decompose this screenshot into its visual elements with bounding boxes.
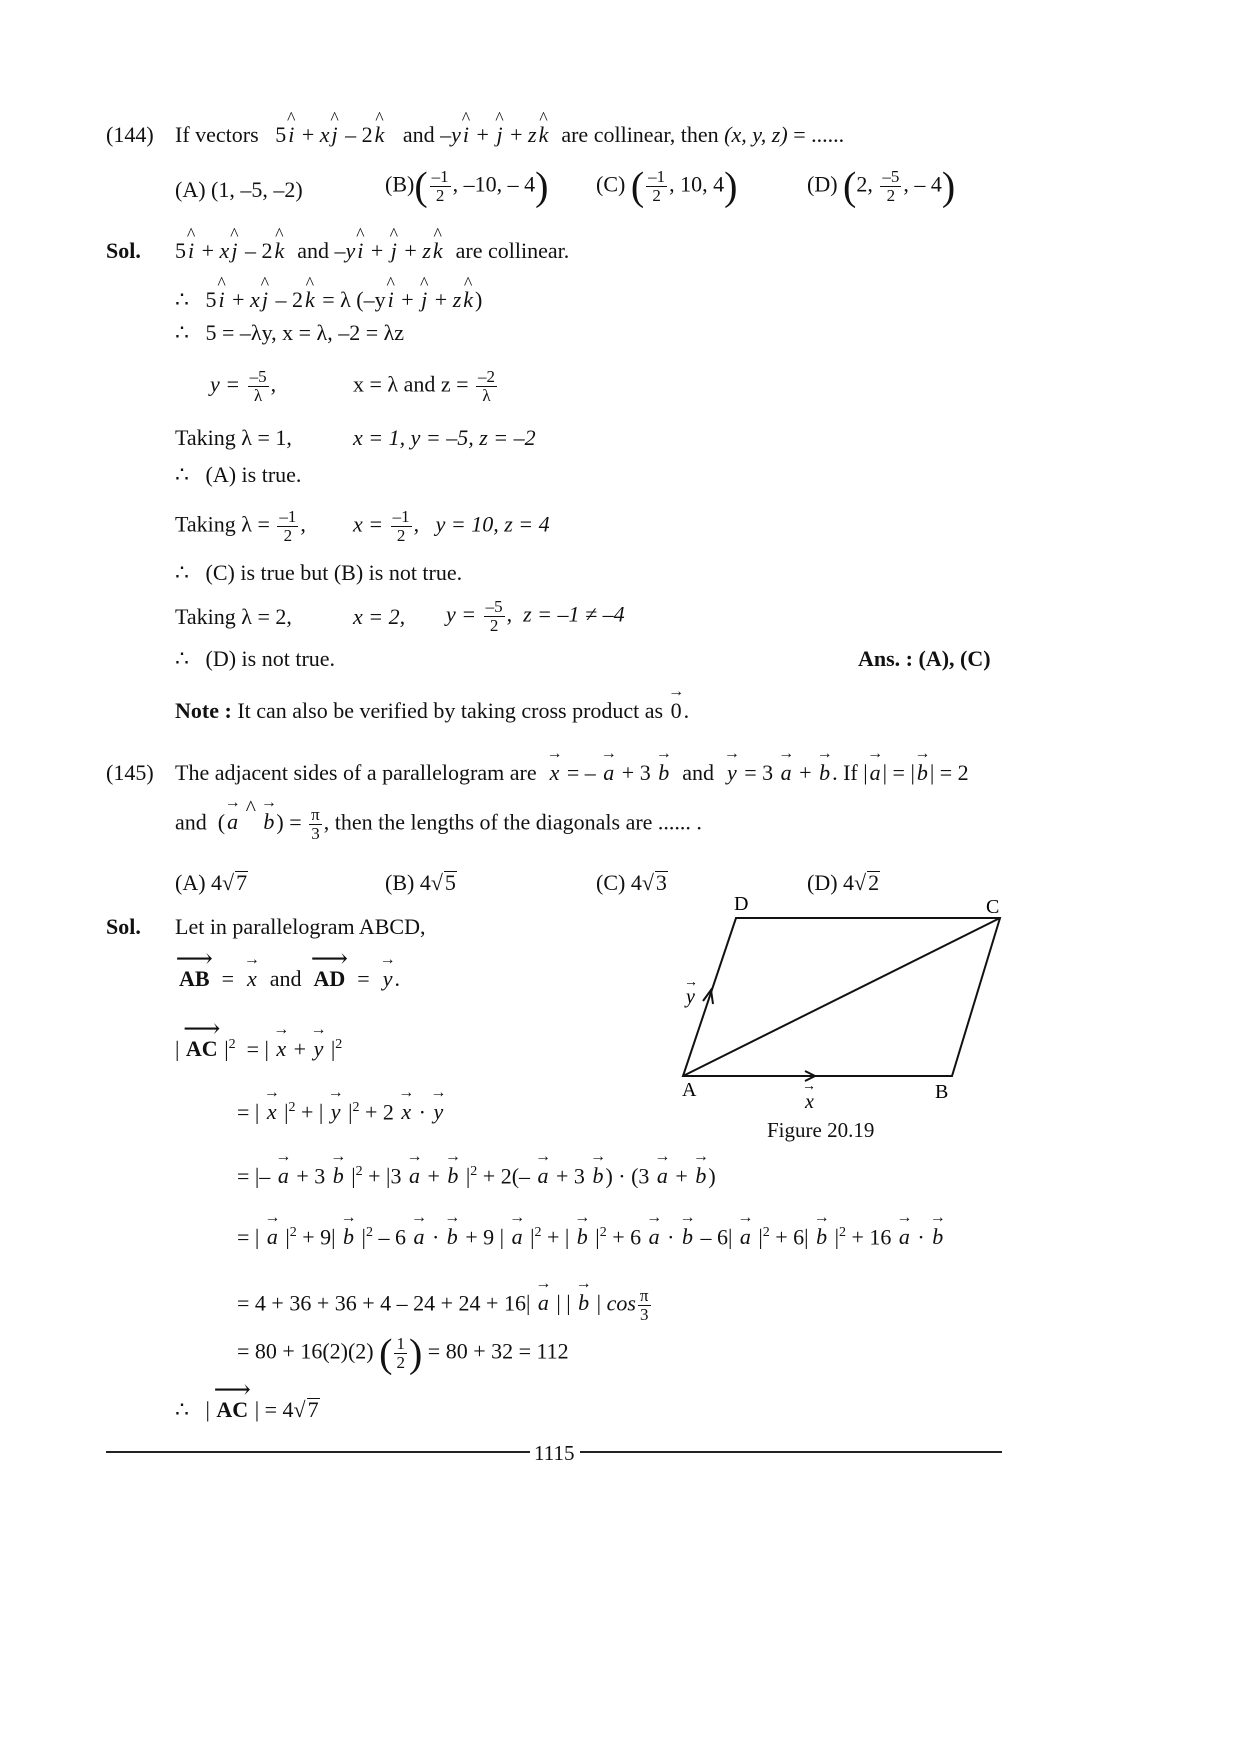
option-145-b: (B) 4√5 <box>385 870 456 895</box>
sol145-expand2: = |– → a + 3 → b $|^2 + |3 \to a$ + → b $|^2 + 2(- \to a + 3 \to b) \cdot (3 \to a$ + → b) <box>237 1165 716 1187</box>
sol144-take3: Taking λ = 2, <box>175 604 292 629</box>
vertex-c-label: C <box>986 896 1000 918</box>
sol144-line4b: x = λ and z = $\frac{-2}{\lambda}$ <box>353 367 496 405</box>
solution-144-label: Sol. <box>106 238 141 263</box>
solution-145-label: Sol. <box>106 914 141 939</box>
sol145-expand4: = 4 + 36 + 36 + 4 – 24 + 24 + 16| → a | | → b | cos $\frac{\pi}{3}$ <box>237 1287 653 1324</box>
parallelogram-figure <box>670 893 1010 1120</box>
sol144-d-not: ∴ (D) is not true. <box>175 646 336 671</box>
sol144-take2-values: x = $\frac{-1}{2}$ , y = 10, z = 4 <box>353 507 550 545</box>
answer-144: Ans. : (A), (C) <box>858 646 991 671</box>
sol144-take3-y: y = $\frac{-5}{2}$ , z = –1 ≠ –4 <box>446 597 625 635</box>
vector-x-arrow: → <box>802 1079 816 1094</box>
question-144-stem: If vectors 5^ i + x^ j – 2^ k and –y^ i + ^ j + z^ k are collinear, then (x, y, z) = ...... <box>175 124 844 146</box>
sol144-c-true: ∴ (C) is true but (B) is not true. <box>175 560 463 585</box>
option-144-d: (D) (2, $\frac{-5}{2}$ , – 4) <box>807 163 956 209</box>
footer-rule-left <box>106 1451 530 1453</box>
sol144-take1-values: x = 1, y = –5, z = –2 <box>353 425 536 450</box>
sol145-expand1: = | → x $|^2$ + | → y $|^2 + 2 \to x$ · → y <box>237 1101 445 1123</box>
question-144-number: (144) <box>106 122 154 147</box>
sol144-take2: Taking λ = $\frac{-1}{2}$ , <box>175 507 306 545</box>
sol145-expand3: = | → a $|^2 + 9| \to b$ $|^2 - 6 \to a$ · → b + 9 | → a $|^2$ + | → b $|^2 + 6 \to a$ · → b – 6| → a $|^2 + 6| \to b$ $|^2 + 16 \to a$ · → b <box>237 1226 945 1248</box>
sol144-line4: y = $\frac{-5}{\lambda}$ , <box>210 367 277 405</box>
question-145-stem-line1: The adjacent sides of a parallelogram are → x = – → a + 3 → b and → y = 3 → a + → b. If |→ a| = |→ b| = 2 <box>175 762 969 784</box>
figure-caption: Figure 20.19 <box>767 1118 875 1142</box>
option-145-c: (C) 4√3 <box>596 870 667 895</box>
sol145-result: = 80 + 16(2)(2) ( $\frac{1}{2}$ ) = 80 + 32 = 112 <box>237 1330 569 1376</box>
option-144-a: (A) (1, –5, –2) <box>175 177 303 202</box>
sol144-line3: ∴ 5 = –λy, x = λ, –2 = λz <box>175 320 405 345</box>
option-145-d: (D) 4√2 <box>807 870 880 895</box>
vertex-b-label: B <box>935 1081 949 1103</box>
sol144-line1: 5^ i + x^ j – 2^ k and –y^ i + ^ j + z^ k are collinear. <box>175 240 569 262</box>
vector-x-label: x <box>805 1091 814 1113</box>
sol145-ac-sq: | ⟶ AC $|^2$ = | → x + → y $|^2$ <box>175 1038 342 1060</box>
vector-y-arrow: → <box>684 975 698 990</box>
vertex-d-label: D <box>734 893 749 915</box>
sol144-take3-x: x = 2, <box>353 604 406 629</box>
footer-rule-right <box>580 1451 1002 1453</box>
sol144-line2: ∴ 5^ i + x^ j – 2^ k = λ (–y^ i + ^ j + z^ k) <box>175 289 482 311</box>
sol144-a-true: ∴ (A) is true. <box>175 462 302 487</box>
sol144-note: Note : It can also be verified by taking cross product as → 0. <box>175 700 689 722</box>
sol145-ab-ad: ⟶ AB = → x and ⟶ AD = → y. <box>178 968 400 990</box>
page-number: 1115 <box>534 1441 575 1465</box>
option-145-a: (A) 4√7 <box>175 870 248 895</box>
question-145-number: (145) <box>106 760 154 785</box>
option-144-c: (C) ( $\frac{-1}{2}$ , 10, 4) <box>596 163 738 209</box>
vertex-a-label: A <box>682 1079 697 1101</box>
diagonal-ac <box>683 918 1000 1076</box>
vector-y-label: y <box>686 986 695 1008</box>
sol145-intro: Let in parallelogram ABCD, <box>175 914 426 939</box>
sol144-take1: Taking λ = 1, <box>175 425 292 450</box>
sol145-final: ∴ | ⟶ AC | = 4√7 <box>175 1398 320 1421</box>
question-145-stem-line2: and (→ a ^ → b) = $\frac{\pi}{3}$ , then the lengths of the diagonals are ...... . <box>175 806 702 843</box>
option-144-b: (B)( $\frac{-1}{2}$ , –10, – 4) <box>385 163 549 209</box>
